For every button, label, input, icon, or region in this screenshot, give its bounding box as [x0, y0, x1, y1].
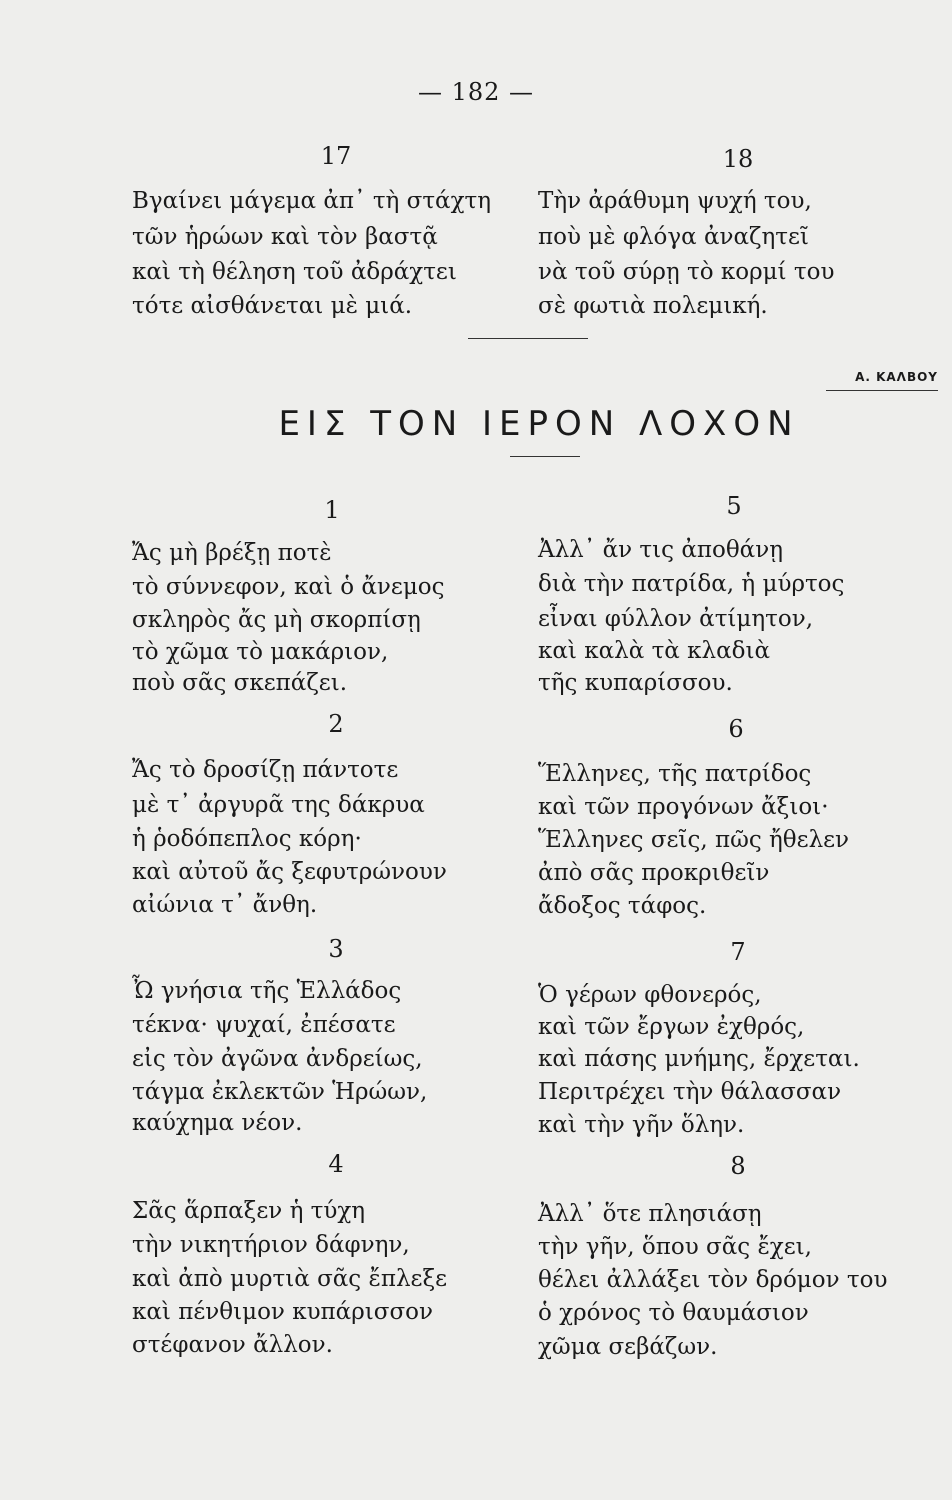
poem-line: καὶ αὐτοῦ ἄς ξεφυτρώνουν — [132, 859, 447, 885]
poem-line: μὲ τ᾽ ἀργυρᾶ της δάκρυα — [132, 792, 425, 818]
poem-line: ἄδοξος τάφος. — [538, 893, 707, 919]
stanza-number-2: 2 — [328, 710, 344, 738]
title-divider — [510, 456, 580, 457]
poem-line: τέκνα· ψυχαί, ἐπέσατε — [132, 1012, 396, 1038]
poem-line: εἶναι φύλλον ἀτίμητον, — [538, 606, 814, 632]
poem-line: Ὁ γέρων φθονερός, — [538, 982, 762, 1008]
poem-line: ἡ ῥοδόπεπλος κόρη· — [132, 826, 362, 852]
poem-line: Τὴν ἀράθυμη ψυχή του, — [538, 188, 812, 214]
poem-line: καὶ τὴ θέληση τοῦ ἀδράχτει — [132, 259, 457, 285]
poem-line: Ὦ γνήσια τῆς Ἑλλάδος — [132, 978, 402, 1004]
poem-line: καύχημα νέον. — [132, 1110, 303, 1136]
poem-line: Ἀλλ᾽ ἄν τις ἀποθάνῃ — [538, 537, 783, 563]
poem-line: τὴν γῆν, ὅπου σᾶς ἔχει, — [538, 1234, 812, 1260]
stanza-number-18: 18 — [722, 145, 754, 173]
author-underline — [826, 390, 938, 391]
poem-line: ἀπὸ σᾶς προκριθεῖν — [538, 860, 770, 886]
stanza-number-8: 8 — [730, 1152, 746, 1180]
poem-line: τότε αἰσθάνεται μὲ μιά. — [132, 293, 413, 319]
poem-line: χῶμα σεβάζων. — [538, 1334, 718, 1360]
poem-line: Ἀλλ᾽ ὅτε πλησιάσῃ — [538, 1201, 762, 1227]
poem-title: ΕΙΣ ΤΟΝ ΙΕΡΟΝ ΛΟΧΟΝ — [278, 404, 800, 444]
stanza-number-3: 3 — [328, 935, 344, 963]
poem-line: καὶ τὴν γῆν ὅλην. — [538, 1112, 745, 1138]
poem-line: Ἄς μὴ βρέξῃ ποτὲ — [132, 540, 332, 566]
poem-line: τὸ σύννεφον, καὶ ὁ ἄνεμος — [132, 574, 445, 600]
poem-line: Ἄς τὸ δροσίζῃ πάντοτε — [132, 757, 399, 783]
poem-line: καὶ τῶν προγόνων ἄξιοι· — [538, 794, 829, 820]
poem-line: αἰώνια τ᾽ ἄνθη. — [132, 892, 318, 918]
poem-line: νὰ τοῦ σύρῃ τὸ κορμί του — [538, 259, 835, 285]
poem-line: καὶ πάσης μνήμης, ἔρχεται. — [538, 1046, 860, 1072]
poem-line: Βγαίνει μάγεμα ἀπ᾽ τὴ στάχτη — [132, 188, 492, 214]
poem-line: καὶ τῶν ἔργων ἐχθρός, — [538, 1014, 805, 1040]
poem-line: τάγμα ἐκλεκτῶν Ἡρώων, — [132, 1079, 428, 1105]
poem-line: τῆς κυπαρίσσου. — [538, 670, 733, 696]
poem-line: ποὺ σᾶς σκεπάζει. — [132, 670, 348, 696]
poem-line: τῶν ἡρώων καὶ τὸν βαστᾷ — [132, 224, 438, 250]
poem-line: καὶ καλὰ τὰ κλαδιὰ — [538, 638, 771, 664]
poem-line: Περιτρέχει τὴν θάλασσαν — [538, 1079, 842, 1105]
poem-line: σὲ φωτιὰ πολεμική. — [538, 293, 768, 319]
poem-line: εἰς τὸν ἀγῶνα ἀνδρείως, — [132, 1046, 423, 1072]
stanza-number-5: 5 — [726, 492, 742, 520]
poem-line: ὁ χρόνος τὸ θαυμάσιον — [538, 1300, 809, 1326]
poem-line: τὸ χῶμα τὸ μακάριον, — [132, 639, 389, 665]
poem-line: καὶ πένθιμον κυπάρισσον — [132, 1299, 433, 1325]
poem-line: καὶ ἀπὸ μυρτιὰ σᾶς ἔπλεξε — [132, 1266, 448, 1292]
stanza-number-4: 4 — [328, 1150, 344, 1178]
poem-line: Ἕλληνες σεῖς, πῶς ἤθελεν — [538, 827, 850, 853]
stanza-number-1: 1 — [324, 496, 340, 524]
poem-line: τὴν νικητήριον δάφνην, — [132, 1232, 410, 1258]
poem-line: ποὺ μὲ φλόγα ἀναζητεῖ — [538, 224, 809, 250]
poem-line: σκληρὸς ἄς μὴ σκορπίσῃ — [132, 607, 421, 633]
page-number: — 182 — — [417, 78, 535, 106]
section-divider — [468, 338, 588, 339]
stanza-number-17: 17 — [320, 142, 352, 170]
poem-line: διὰ τὴν πατρίδα, ἡ μύρτος — [538, 571, 845, 597]
poem-line: θέλει ἀλλάξει τὸν δρόμον του — [538, 1267, 888, 1293]
poem-line: Ἕλληνες, τῆς πατρίδος — [538, 761, 812, 787]
poem-line: στέφανον ἄλλον. — [132, 1332, 333, 1358]
author-name: Α. ΚΑΛΒΟΥ — [855, 370, 938, 384]
stanza-number-6: 6 — [728, 715, 744, 743]
stanza-number-7: 7 — [730, 938, 746, 966]
poem-line: Σᾶς ἅρπαξεν ἡ τύχη — [132, 1198, 366, 1224]
